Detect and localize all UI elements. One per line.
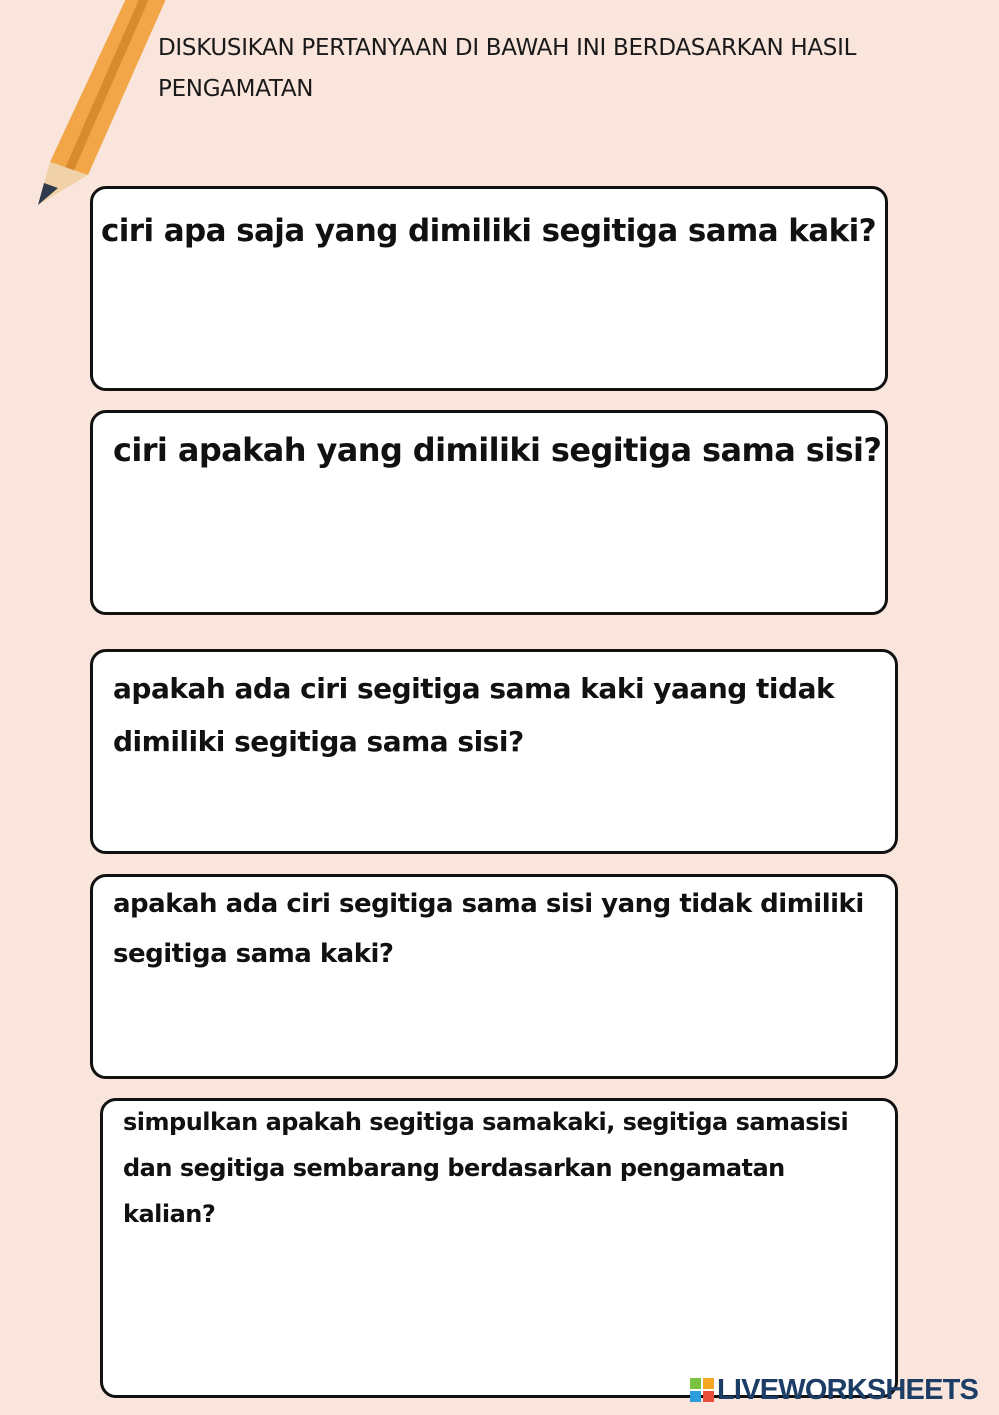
liveworksheets-logo-icon (690, 1378, 714, 1402)
question-text: apakah ada ciri segitiga sama sisi yang tidak dimiliki segitiga sama kaki? (113, 889, 864, 969)
question-text: simpulkan apakah segitiga samakaki, segitiga samasisi dan segitiga sembarang berdasarkan pengamatan kalian? (123, 1108, 849, 1228)
question-box-1[interactable] (90, 186, 888, 391)
question-box-5[interactable] (100, 1098, 898, 1398)
instruction-heading: DISKUSIKAN PERTANYAAN DI BAWAH INI BERDASARKAN HASIL PENGAMATAN (158, 35, 857, 102)
question-text: ciri apakah yang dimiliki segitiga sama sisi? (113, 431, 882, 469)
question-text: apakah ada ciri segitiga sama kaki yaang tidak dimiliki segitiga sama sisi? (113, 672, 835, 758)
question-box-3[interactable] (90, 649, 898, 854)
liveworksheets-brand (690, 1374, 978, 1406)
question-box-4[interactable] (90, 874, 898, 1079)
question-text: ciri apa saja yang dimiliki segitiga sama kaki? (101, 213, 877, 249)
question-box-2[interactable] (90, 410, 888, 615)
brand-name: LIVEWORKSHEETS (717, 1373, 979, 1406)
